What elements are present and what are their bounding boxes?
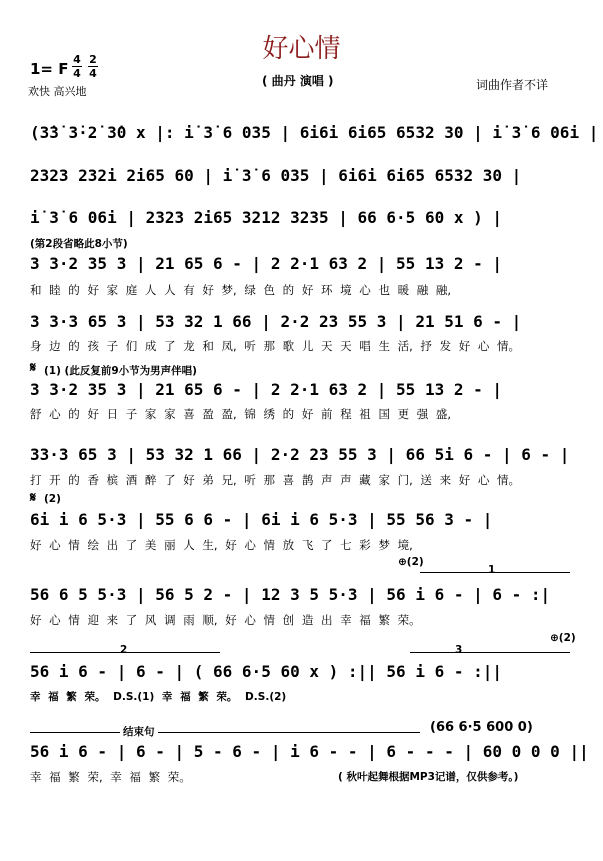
volta-1-label: 1 <box>488 564 496 576</box>
ending-tail-notes: (66 6·5 600 0) <box>430 720 533 735</box>
volta-3-bracket <box>410 652 570 653</box>
ending-row-notes: 56 i 6 - | 6 - | ( 66 6·5 60 x ) :|| 56 i 6 - :|| <box>30 662 503 681</box>
chorus-1-lyrics: 好 心 情 绘 出 了 美 丽 人 生, 好 心 情 放 飞 了 七 彩 梦 境, <box>30 538 413 552</box>
time-signature-2-4: 2 4 <box>89 53 97 80</box>
final-row-lyrics: 幸 福 繁 荣, 幸 福 繁 荣。 <box>30 770 191 784</box>
intro-row-1: (3̇3̇ 3̇·2̇ 3̇0 x |: i̇ 3̇ 6 035 | 6i6i 6i65 6532 30 | i̇ 3̇ 6 06i | <box>30 123 599 142</box>
verse-1-notes: 3 3·2 35 3 | 21 65 6 - | 2 2·1 63 2 | 55 13 2 - | <box>30 254 503 273</box>
verse-3-notes: 3 3·2 35 3 | 21 65 6 - | 2 2·1 63 2 | 55 13 2 - | <box>30 380 503 399</box>
singer-credit: ( 曲丹 演唱 ) <box>262 74 334 88</box>
segno-2-label: (2) <box>44 493 61 505</box>
segno-2: 𝄋 <box>30 490 37 506</box>
final-row-notes: 56 i 6 - | 6 - | 5 - 6 - | i 6 - - | 6 - - - | 60 0 0 0 || <box>30 742 589 761</box>
transcription-remark: ( 秋叶起舞根据MP3记谱，仅供参考。) <box>338 771 519 783</box>
volta-3-label: 3 <box>455 644 463 656</box>
key-signature: 1= F <box>30 60 69 78</box>
tempo-marking: 欢快 高兴地 <box>28 85 87 98</box>
coda-mark: ⊕(2) <box>398 556 424 568</box>
intro-row-2: 2323 232i 2i65 60 | i̇ 3̇ 6 035 | 6i6i 6i65 6532 30 | <box>30 166 522 185</box>
verse-1-lyrics: 和 睦 的 好 家 庭 人 人 有 好 梦, 绿 色 的 好 环 境 心 也 暖 融 融, <box>30 283 452 297</box>
chorus-1-notes: 6i i 6 5·3 | 55 6 6 - | 6i i 6 5·3 | 55 56 3 - | <box>30 510 493 529</box>
coda-mark-2: ⊕(2) <box>550 632 576 644</box>
chorus-2-lyrics: 好 心 情 迎 来 了 风 调 雨 顺, 好 心 情 创 造 出 幸 福 繁 荣。 <box>30 613 421 627</box>
intro-row-3: i̇ 3̇ 6 06i | 2323 2i65 3212 3235 | 66 6·5 60 x ) | <box>30 208 503 227</box>
ending-label: 结束句 <box>120 724 158 739</box>
author-credit: 词曲作者不详 <box>476 78 549 92</box>
verse-4-lyrics: 打 开 的 香 槟 酒 醉 了 好 弟 兄, 听 那 喜 鹊 声 声 藏 家 门, 送 来 好 心 情。 <box>30 473 521 487</box>
verse-2-notes: 3 3·3 65 3 | 53 32 1 66 | 2·2 23 55 3 | 21 51 6 - | <box>30 312 522 331</box>
verse-2-lyrics: 身 边 的 孩 子 们 成 了 龙 和 凤, 听 那 歌 儿 天 天 唱 生 活, 抒 发 好 心 情。 <box>30 339 521 353</box>
male-part-note: (1) (此反复前9小节为男声伴唱) <box>44 365 197 377</box>
time-signature-4-4: 4 4 <box>73 53 81 80</box>
section-note: (第2段省略此8小节) <box>30 238 128 250</box>
ending-row-lyrics: 幸 福 繁 荣。 D.S.(1) 幸 福 繁 荣。 D.S.(2) <box>30 691 287 703</box>
ending-bracket <box>30 732 420 733</box>
chorus-2-notes: 56 6 5 5·3 | 56 5 2 - | 12 3 5 5·3 | 56 i 6 - | 6 - :| <box>30 585 551 604</box>
volta-2-label: 2 <box>120 644 128 656</box>
verse-4-notes: 33·3 65 3 | 53 32 1 66 | 2·2 23 55 3 | 66 5i 6 - | 6 - | <box>30 445 570 464</box>
segno-1: 𝄋 <box>30 360 37 376</box>
verse-3-lyrics: 舒 心 的 好 日 子 家 家 喜 盈 盈, 锦 绣 的 好 前 程 祖 国 更 强 盛, <box>30 407 452 421</box>
song-title: 好心情 <box>262 34 341 64</box>
